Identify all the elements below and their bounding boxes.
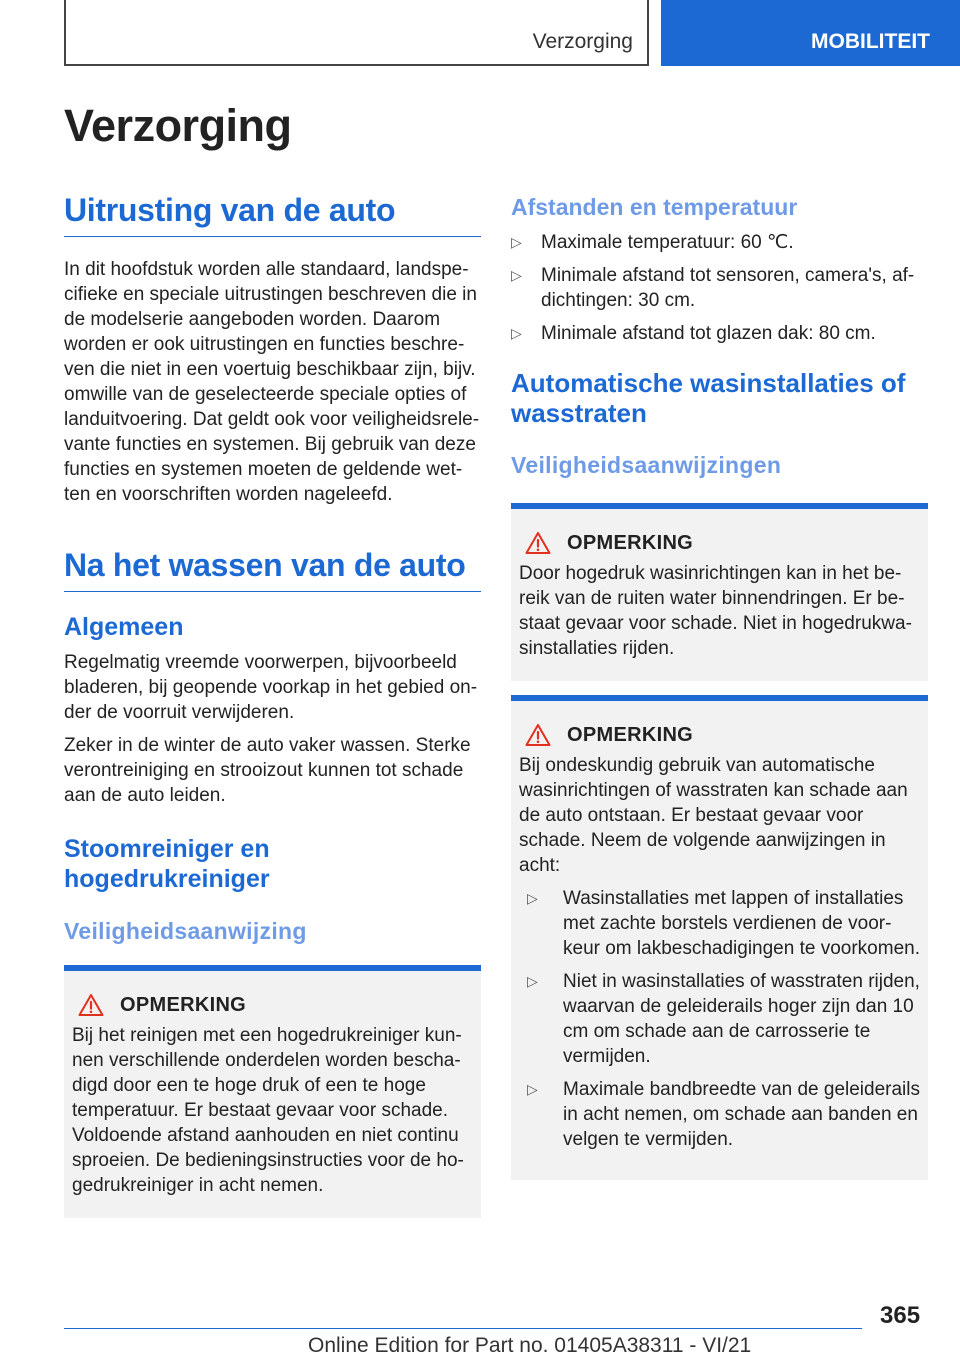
- heading-stoomreiniger: Stoomreiniger en hogedrukreiniger: [64, 835, 270, 893]
- page-header: [0, 0, 960, 66]
- list-item: ▷ Maximale temperatuur: 60 ℃.: [511, 232, 794, 253]
- warning-triangle-icon: [525, 531, 551, 555]
- list-item: ▷ Wasinstallaties met lappen of installaties met zachte borstels verdienen de voorkeur om lakbeschadigingen te voorkomen.: [527, 888, 920, 959]
- list-item: ▷ Niet in wasinstallaties of wasstraten rijden, waarvan de geleiderails hoger zijn dan 10 cm om schade aan de carrosserie te vermijden.: [527, 971, 920, 1067]
- heading-algemeen: Algemeen: [64, 613, 184, 641]
- section-tab-label: MOBILITEIT: [811, 30, 930, 53]
- list-item: ▷ Minimale afstand tot sensoren, camera's, afdichtingen: 30 cm.: [511, 265, 915, 311]
- notice-label: OPMERKING: [120, 993, 247, 1016]
- breadcrumb-box: [64, 0, 649, 66]
- paragraph-uitrusting: In dit hoofdstuk worden alle standaard, landspecifieke en speciale uitrustingen beschreven die in de modelserie aangeboden worden. Daarom worden er ook uitrustingen en functies beschreven die niet in een voertuig beschikbaar zijn, bijv. omwille van de geselecteerde speciale opties of landuitvoering. Dat geldt ook voor veiligheidsrelevante functies en systemen. Bij gebruik van deze functies en systemen moeten de geldende wetten en voorschriften worden nageleefd.: [64, 259, 480, 505]
- warning-triangle-icon: [525, 723, 551, 747]
- heading-afstanden: Afstanden en temperatuur: [511, 194, 798, 220]
- notice-title: [519, 723, 920, 747]
- list-item: ▷ Maximale bandbreedte van de geleiderails in acht nemen, om schade aan banden en velgen te vermijden.: [527, 1079, 921, 1150]
- list-wasstraten: [519, 886, 920, 1152]
- list-item: ▷ Minimale afstand tot glazen dak: 80 cm.: [511, 323, 876, 344]
- notice-label: OPMERKING: [567, 723, 694, 746]
- left-column: [64, 190, 481, 1218]
- notice-box-hogedruk: [64, 965, 481, 1218]
- notice-title: [519, 531, 920, 555]
- heading-veiligheidsaanwijzing: Veiligheidsaanwijzing: [64, 918, 307, 944]
- triangle-right-icon: ▷: [511, 267, 522, 283]
- triangle-right-icon: ▷: [527, 973, 538, 989]
- paragraph-algemeen-1: Regelmatig vreemde voorwerpen, bijvoorbeeld bladeren, bij geopende voorkap in het gebied onder de voorruit verwijderen.: [64, 652, 478, 723]
- page-title: Verzorging: [64, 100, 292, 151]
- triangle-right-icon: ▷: [511, 234, 522, 250]
- breadcrumb[interactable]: Verzorging: [532, 30, 633, 53]
- heading-automatische: Automatische wasinstallaties of wasstraten: [511, 368, 906, 428]
- triangle-right-icon: ▷: [527, 890, 538, 906]
- list-afstanden: [511, 230, 928, 346]
- notice-text: Bij het reinigen met een hogedrukreiniger kunnen verschillende onderdelen worden beschadigd door een te hoge druk of een te hoge temperatuur. Er bestaat gevaar voor schade. Voldoende afstand aanhouden en niet continu sproeien. De bedieningsinstructies voor de hogedrukreiniger in acht nemen.: [72, 1025, 464, 1196]
- heading-uitrusting: Uitrusting van de auto: [64, 190, 481, 237]
- notice-label: OPMERKING: [567, 531, 694, 554]
- section-tab[interactable]: [661, 0, 960, 66]
- notice-box-wasstraten: [511, 695, 928, 1180]
- notice-text: Door hogedruk wasinrichtingen kan in het bereik van de ruiten water binnendringen. Er bestaat gevaar voor schade. Niet in hogedrukwasinstallaties rijden.: [519, 563, 912, 659]
- notice-text: Bij ondeskundig gebruik van automatische wasinrichtingen of wasstraten kan schade aan de auto ontstaan. Er bestaat gevaar voor schade. Neem de volgende aanwijzingen in acht:: [519, 755, 908, 876]
- paragraph-algemeen-2: Zeker in de winter de auto vaker wassen. Sterke verontreiniging en strooizout kunnen tot schade aan de auto leiden.: [64, 735, 471, 806]
- footer-edition: Online Edition for Part no. 01405A38311 - VI/21: [308, 1334, 752, 1357]
- footer-divider: [64, 1328, 862, 1329]
- page-number: 365: [880, 1302, 921, 1329]
- heading-veiligheidsaanwijzingen: Veiligheidsaanwijzingen: [511, 452, 782, 478]
- warning-triangle-icon: [78, 993, 104, 1017]
- heading-wassen: Na het wassen van de auto: [64, 545, 481, 592]
- notice-title: [72, 993, 473, 1017]
- triangle-right-icon: ▷: [527, 1081, 538, 1097]
- triangle-right-icon: ▷: [511, 325, 522, 341]
- notice-box-hogedruk-wasinrichting: [511, 503, 928, 681]
- right-column: [511, 190, 928, 1180]
